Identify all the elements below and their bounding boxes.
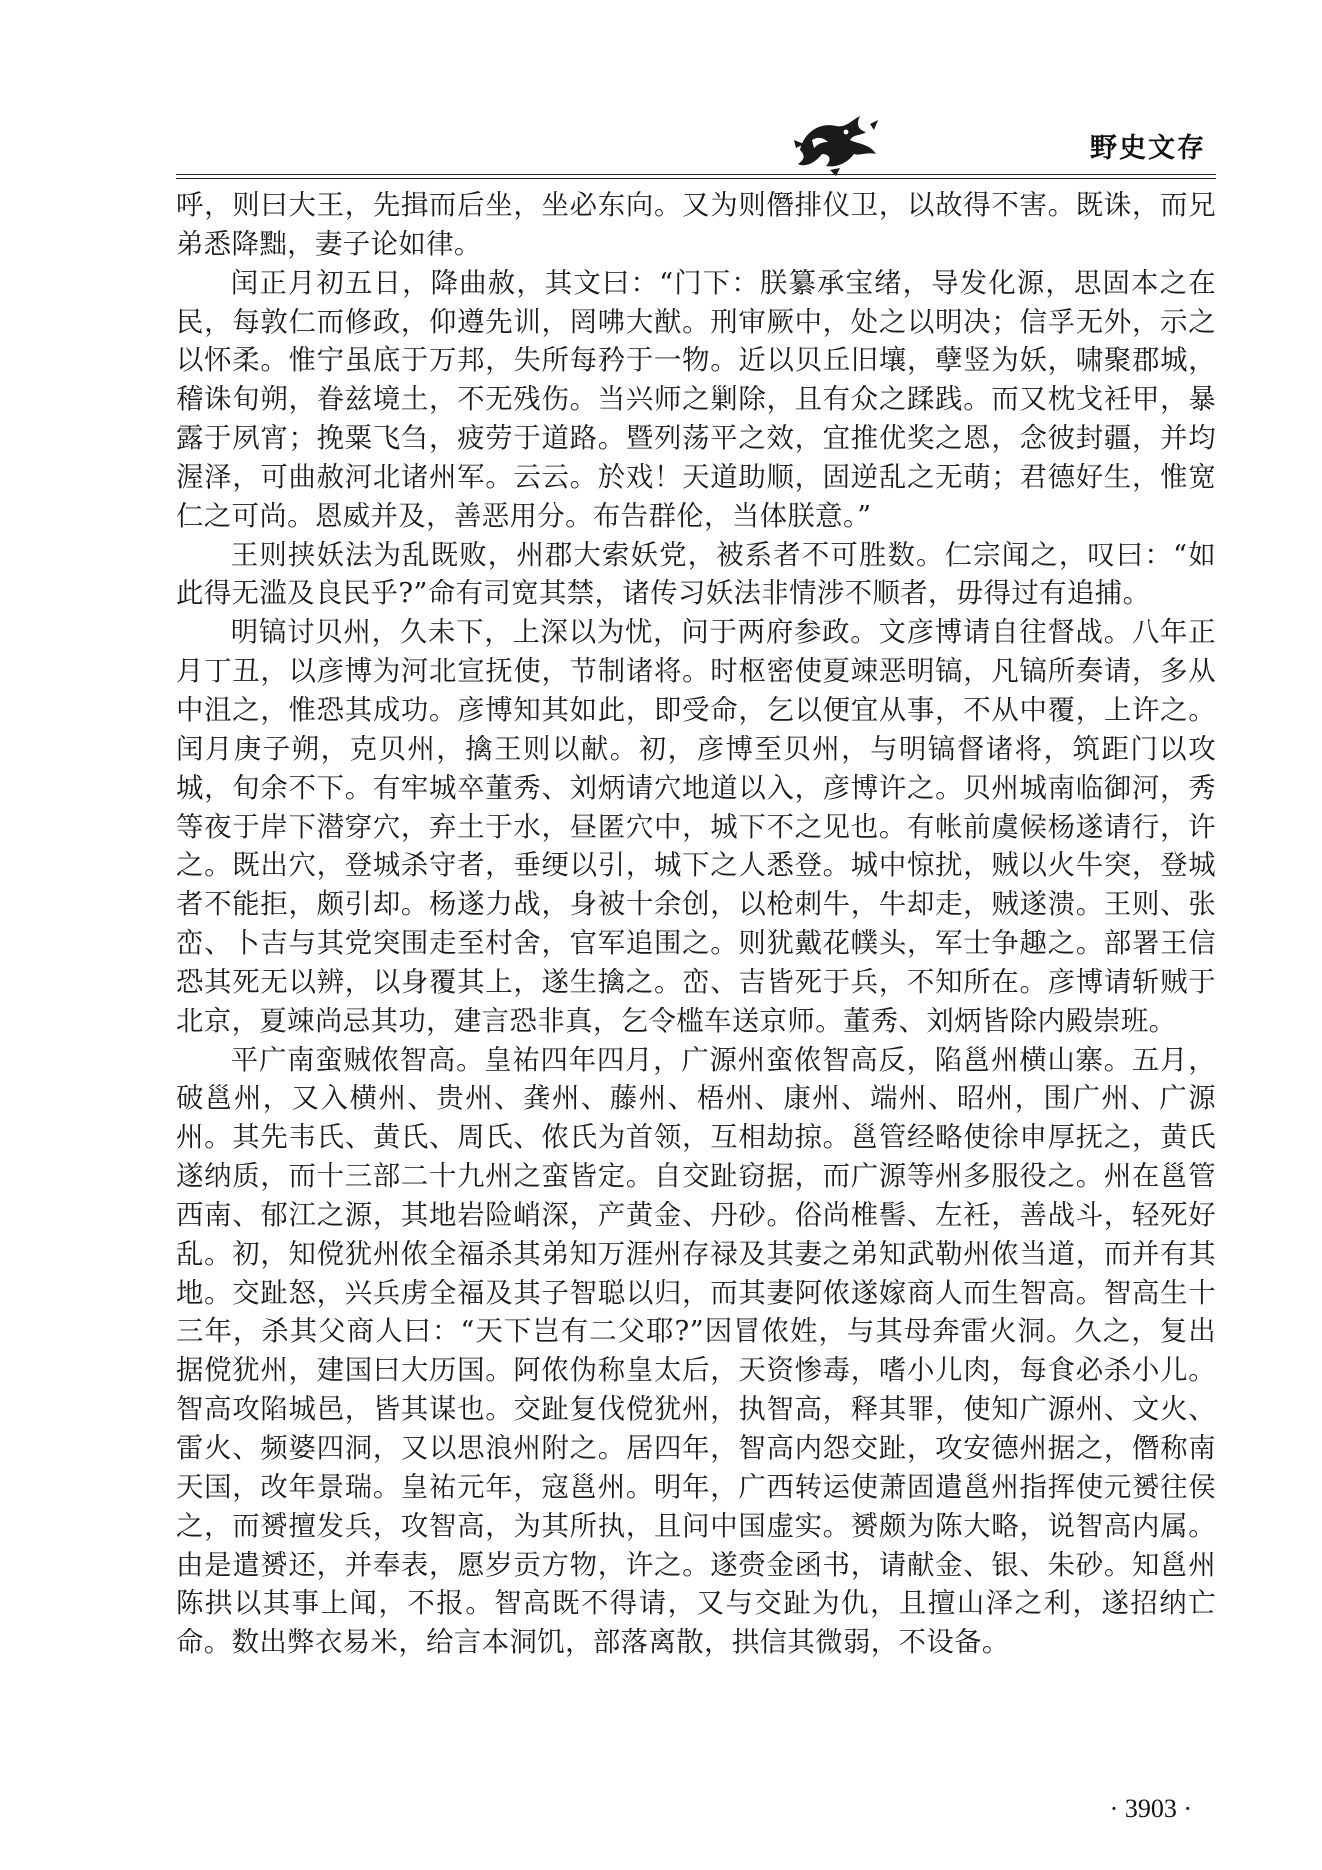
paragraph: 平广南蛮贼侬智高。皇祐四年四月，广源州蛮侬智高反，陷邕州横山寨。五月，破邕州，又入横州、贵州、龚州、藤州、梧州、康州、端州、昭州，围广州、广源州。其先韦氏、黄氏、周氏、侬氏为首领，互相劫掠。邕管经略使徐申厚抚之，黄氏遂纳质，而十三部二十九州之蛮皆定。自交趾窃据，而广源等州多服役之。州在邕管西南、郁江之源，其地岩险峭深，产黄金、丹砂。俗尚椎髻、左衽，善战斗，轻死好乱。初，知傥犹州侬全福杀其弟知万涯州存禄及其妻之弟知武勒州侬当道，而并有其地。交趾怒，兴兵虏全福及其子智聪以归，而其妻阿侬遂嫁商人而生智高。智高生十三年，杀其父商人曰：“天下岂有二父耶?”因冒侬姓，与其母奔雷火洞。久之，复出据傥犹州，建国曰大历国。阿侬伪称皇太后，天资惨毒，嗜小儿肉，每食必杀小儿。智高攻陷城邑，皆其谋也。交趾复伐傥犹州，执智高，释其罪，使知广源州、文火、雷火、频婆四洞，又以思浪州附之。居四年，智高内怨交趾，攻安德州据之，僭称南天国，改年景瑞。皇祐元年，寇邕州。明年，广西转运使萧固遣邕州指挥使元赟往侯之，而赟擅发兵，攻智高，为其所执，且问中国虚实。赟颇为陈大略，说智高内属。由是遣赟还，并奉表，愿岁贡方物，许之。遂赍金函书，请献金、银、朱砂。知邕州陈拱以其事上闻，不报。智高既不得请，又与交趾为仇，且擅山泽之利，遂招纳亡命。数出弊衣易米，给言本洞饥，部落离散，拱信其微弱，不设备。 — [176, 1044, 1216, 1659]
paragraph: 王则挟妖法为乱既败，州郡大索妖党，被系者不可胜数。仁宗闻之，叹曰：“如此得无滥及良民乎?”命有司宽其禁，诸传习妖法非情涉不顺者，毋得过有追捕。 — [176, 539, 1216, 610]
dragon-emblem-icon — [790, 110, 882, 178]
paragraph: 闰正月初五日，降曲赦，其文曰：“门下：朕纂承宝绪，导发化源，思固本之在民，每敦仁而修政，仰遵先训，罔咈大猷。刑审厥中，处之以明决；信孚无外，示之以怀柔。惟宁虽底于万邦，失所每矜于一物。近以贝丘旧壤，孽竖为妖，啸聚郡城，稽诛旬朔，眷兹境土，不无残伤。当兴师之剿除，且有众之蹂践。而又枕戈衽甲，暴露于夙宵；挽粟飞刍，疲劳于道路。暨列荡平之效，宜推优奖之恩，念彼封疆，并均渥泽，可曲赦河北诸州军。云云。於戏！天道助顺，固逆乱之无萌；君德好生，惟宽仁之可尚。恩威并及，善恶用分。布告群伦，当体朕意。” — [176, 267, 1216, 532]
page-number: · 3903 · — [1109, 1794, 1192, 1823]
paragraph: 明镐讨贝州，久未下，上深以为忧，问于两府参政。文彦博请自往督战。八年正月丁丑，以彦博为河北宣抚使，节制诸将。时枢密使夏竦恶明镐，凡镐所奏请，多从中沮之，惟恐其成功。彦博知其如此，即受命，乞以便宜从事，不从中覆，上许之。闰月庚子朔，克贝州，擒王则以献。初，彦博至贝州，与明镐督诸将，筑距门以攻城，旬余不下。有牢城卒董秀、刘炳请穴地道以入，彦博许之。贝州城南临御河，秀等夜于岸下潜穿穴，弃土于水，昼匿穴中，城下不之见也。有帐前虞候杨遂请行，许之。既出穴，登城杀守者，垂绠以引，城下之人悉登。城中惊扰，贼以火牛突，登城者不能拒，颇引却。杨遂力战，身被十余创，以枪刺牛，牛却走，贼遂溃。王则、张峦、卜吉与其党突围走至村舍，官军追围之。则犹戴花幞头，军士争趣之。部署王信恐其死无以辨，以身覆其上，遂生擒之。峦、吉皆死于兵，不知所在。彦博请斩贼于北京，夏竦尚忌其功，建言恐非真，乞令槛车送京师。董秀、刘炳皆除内殿崇班。 — [176, 617, 1216, 1037]
running-title: 野史文存 — [1090, 133, 1206, 164]
header-rule — [176, 174, 1216, 175]
header-rule-thin — [176, 178, 1216, 179]
body-text — [176, 187, 1216, 1663]
paragraph-continued: 呼，则曰大王，先揖而后坐，坐必东向。又为则僭排仪卫，以故得不害。既诛，而兄弟悉降黜，妻子论如律。 — [176, 190, 1216, 260]
